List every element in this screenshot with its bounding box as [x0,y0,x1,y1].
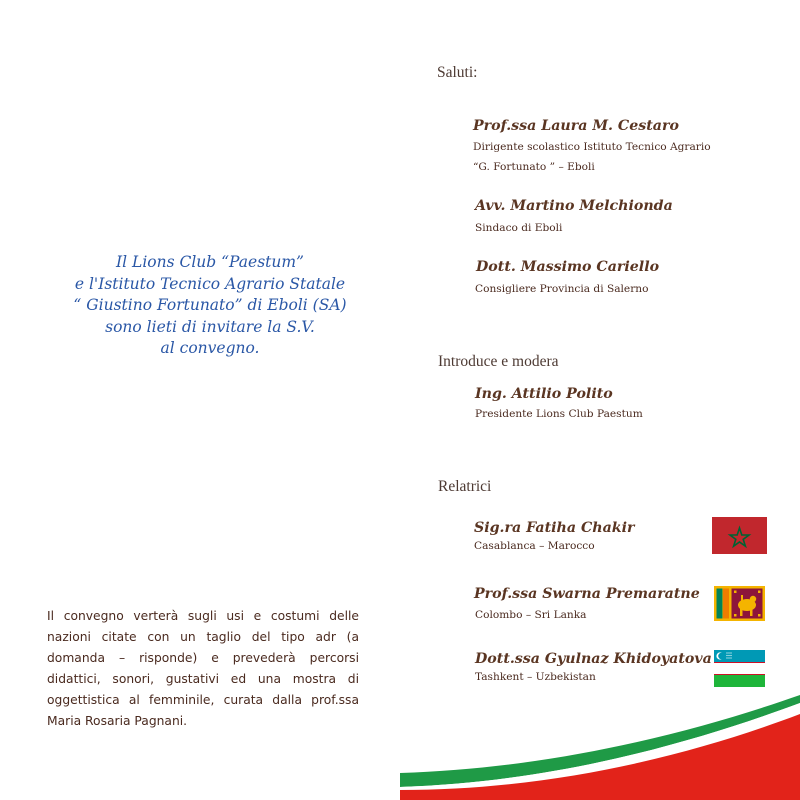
relatrice-place: Casablanca – Marocco [474,540,595,552]
relatrice-name: Sig.ra Fatiha Chakir [474,520,635,536]
invitation-line: al convegno. [160,339,260,357]
speaker-role: Dirigente scolastico Istituto Tecnico Agrario [473,141,711,153]
relatrice-place: Colombo – Sri Lanka [475,609,587,621]
speaker-role: Consigliere Provincia di Salerno [475,283,649,295]
speaker-name: Avv. Martino Melchionda [475,198,673,214]
invitation-line: sono lieti di invitare la S.V. [105,317,315,336]
speaker-name: Dott. Massimo Cariello [476,259,660,275]
relatrice-name: Dott.ssa Gyulnaz Khidoyatova [475,651,712,667]
invitation-line: Il Lions Club “Paestum” [116,253,304,271]
relatrice-place: Tashkent – Uzbekistan [475,671,596,683]
moderator-heading: Introduce e modera [438,353,559,370]
speaker-role: “G. Fortunato ” – Eboli [473,161,595,173]
moderator-role: Presidente Lions Club Paestum [475,408,643,420]
moderator-name: Ing. Attilio Polito [475,386,613,402]
convention-description: Il convegno verterà sugli usi e costumi delle nazioni citate con un taglio del tipo adr (a domanda – risponde) e prevederà percorsi didattici, sonori, gustativi ed una mostra di oggettistica al femminile, curata dalla prof.ssa Maria Rosaria Pagnani. [47,609,359,728]
speaker-role: Sindaco di Eboli [475,222,563,234]
invitation-line: “ Giustino Fortunato” di Eboli (SA) [73,296,347,314]
relatrice-name: Prof.ssa Swarna Premaratne [474,586,700,602]
relatrici-heading: Relatrici [438,478,492,495]
speaker-name: Prof.ssa Laura M. Cestaro [473,118,679,134]
saluti-heading: Saluti: [437,64,478,81]
invitation-line: e l'Istituto Tecnico Agrario Statale [74,274,346,293]
